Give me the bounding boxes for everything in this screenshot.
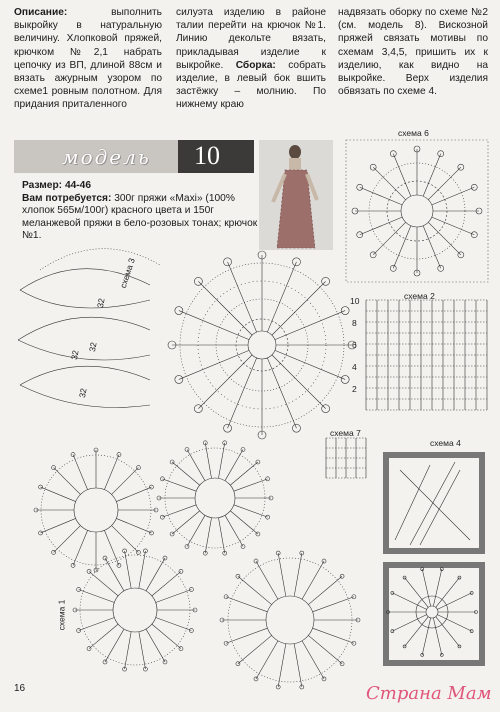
scheme-1-caption: схема 1 [56, 599, 67, 631]
scheme-1-lace [34, 441, 360, 689]
grid-number: 2 [352, 384, 357, 394]
description-heading: Описание: [14, 7, 68, 18]
grid-number: 10 [350, 296, 360, 306]
finishing-text: надвязать оборку по схеме №2 (см. модель 8). Вискозной пряжей связать мотивы по схемам 3,4,5, пришить их к изделию, как видно на выкройке. Верх изделия обвязать по схеме 4. [338, 7, 488, 98]
grid-number: 6 [352, 340, 357, 350]
scheme-7-caption: схема 7 [330, 428, 361, 438]
scheme-3-ruffle [18, 249, 160, 408]
assembly-text: собрать изделие, в левый бок вшить застёжку – молнию. По нижнему краю [176, 59, 326, 111]
scheme-2-grid [366, 300, 487, 410]
scheme-7-grid [326, 438, 366, 478]
grid-number: 4 [352, 362, 357, 372]
materials-text: 300г пряжи «Махі» (100% хлопок 565м/100г) красного цвета и 150г меланжевой пряжи в бело-розовых тонах; крючок №1. [22, 192, 258, 242]
scheme-2-caption: схема 2 [404, 291, 435, 301]
ruffle-number: 32 [76, 387, 89, 399]
ruffle-number: 32 [68, 349, 81, 361]
brand-watermark: Страна Мам [366, 683, 492, 704]
scheme-4-caption: схема 4 [430, 438, 461, 448]
materials-label: Вам потребуется: [22, 192, 112, 204]
scheme-6-caption: схема 6 [398, 128, 429, 138]
description-text-continued: силуэта изделию в районе талии перейти на крючок №1. Линию декольте вязать, прикладывая изделие к выкройке. [176, 7, 326, 71]
size-label: Размер: [22, 180, 63, 191]
model-number: 10 [194, 141, 220, 170]
description-text: выполнить выкройку в натуральную величину. Хлопковой пряжей, крючком №2,1 набрать цепочку из ВП, длиной 88см и вязать ажурным узором по схеме1 ровным полотном. Для придания приталенного [14, 7, 162, 111]
ruffle-number: 32 [94, 297, 107, 309]
page-number: 16 [14, 683, 26, 694]
model-label: модель [62, 145, 151, 169]
scheme-3-caption: схема 3 [117, 256, 137, 290]
size-value: 44-46 [64, 180, 91, 191]
scheme-6-motif [346, 140, 488, 282]
scheme-4-frames [386, 455, 482, 663]
scheme-3-flower [168, 251, 356, 439]
ruffle-number: 32 [86, 341, 99, 353]
assembly-heading: Сборка: [235, 59, 276, 71]
grid-number: 8 [352, 318, 357, 328]
